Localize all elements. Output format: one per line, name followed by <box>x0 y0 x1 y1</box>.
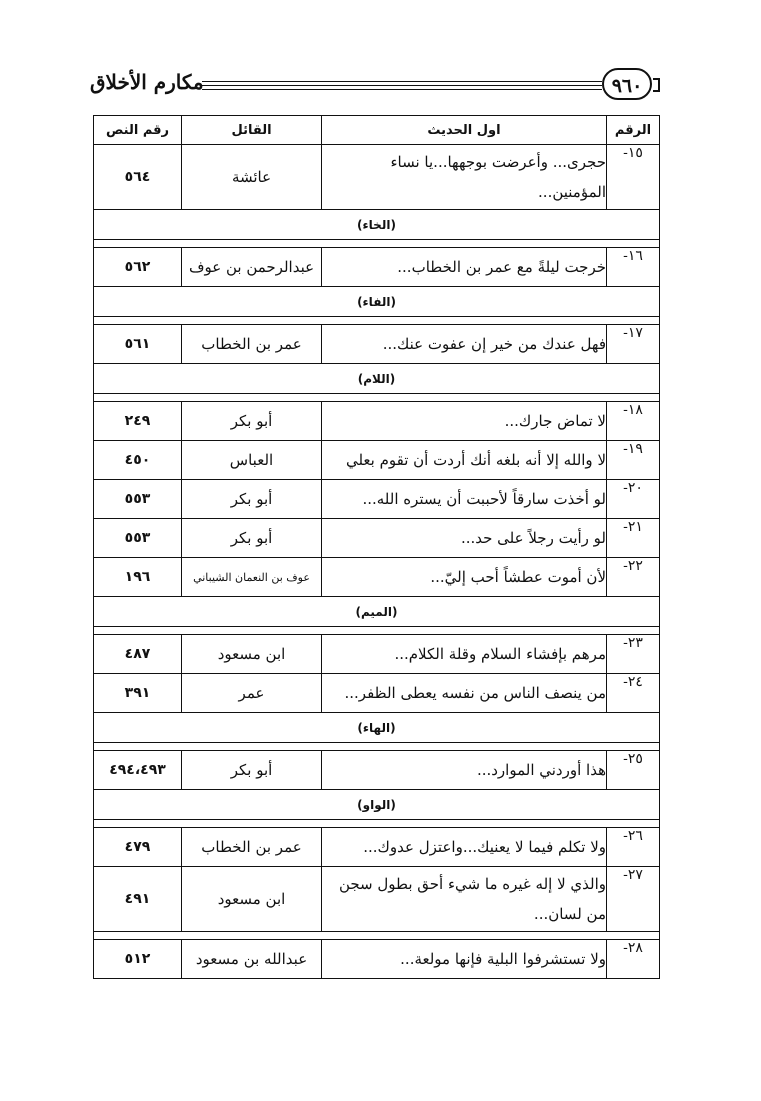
speaker: عبدالرحمن بن عوف <box>182 248 322 287</box>
header-rule <box>202 81 602 91</box>
table-row <box>94 828 660 867</box>
section-row <box>94 210 660 240</box>
entry-number: ٢٣- <box>607 635 660 674</box>
section-row <box>94 364 660 394</box>
entry-number: ١٦- <box>607 248 660 287</box>
text-number: ٤٧٩ <box>94 828 182 867</box>
table-row <box>94 674 660 713</box>
entry-number: ٢١- <box>607 519 660 558</box>
speaker: ابن مسعود <box>182 635 322 674</box>
hadith-opening: حجرى... وأعرضت بوجهها...يا نساء المؤمنين... <box>322 145 607 210</box>
text-number: ٤٨٧ <box>94 635 182 674</box>
text-number: ٥٦٤ <box>94 145 182 210</box>
hadith-opening: والذي لا إله غيره ما شيء أحق بطول سجن من لسان... <box>322 867 607 932</box>
table-row <box>94 940 660 979</box>
text-number: ٥١٢ <box>94 940 182 979</box>
section-heading: (الخاء) <box>94 210 660 240</box>
speaker: عائشة <box>182 145 322 210</box>
hadith-opening: من ينصف الناس من نفسه يعطى الظفر... <box>322 674 607 713</box>
page-header <box>90 68 662 108</box>
section-row <box>94 790 660 820</box>
column-header-hadith: اول الحديث <box>322 116 607 145</box>
section-row <box>94 597 660 627</box>
table-row <box>94 635 660 674</box>
text-number: ٤٩١ <box>94 867 182 932</box>
text-number: ١٩٦ <box>94 558 182 597</box>
hadith-opening: ولا تكلم فيما لا يعنيك...واعتزل عدوك... <box>322 828 607 867</box>
entry-number: ٢٥- <box>607 751 660 790</box>
hadith-opening: فهل عندك من خير إن عفوت عنك... <box>322 325 607 364</box>
column-header-text-no: رقم النص <box>94 116 182 145</box>
table-row <box>94 480 660 519</box>
text-number: ٥٥٣ <box>94 480 182 519</box>
entry-number: ٢٦- <box>607 828 660 867</box>
text-number: ٥٦١ <box>94 325 182 364</box>
table-row <box>94 867 660 932</box>
section-heading: (اللام) <box>94 364 660 394</box>
text-number: ٥٥٣ <box>94 519 182 558</box>
entry-number: ١٧- <box>607 325 660 364</box>
speaker: عمر بن الخطاب <box>182 325 322 364</box>
speaker: أبو بكر <box>182 751 322 790</box>
speaker: عمر <box>182 674 322 713</box>
hadith-opening: لا تماض جارك... <box>322 402 607 441</box>
table-row <box>94 558 660 597</box>
hadith-opening: خرجت ليلةً مع عمر بن الخطاب... <box>322 248 607 287</box>
entry-number: ١٨- <box>607 402 660 441</box>
page-number: ٩٦٠ <box>602 68 652 100</box>
hadith-opening: ولا تستشرفوا البلية فإنها مولعة... <box>322 940 607 979</box>
entry-number: ١٥- <box>607 145 660 210</box>
text-number: ٣٩١ <box>94 674 182 713</box>
column-header-number: الرقم <box>607 116 660 145</box>
column-header-speaker: القائل <box>182 116 322 145</box>
table-header-row <box>94 116 660 145</box>
section-heading: (الفاء) <box>94 287 660 317</box>
header-bracket <box>653 78 660 92</box>
table-row <box>94 751 660 790</box>
speaker: عمر بن الخطاب <box>182 828 322 867</box>
speaker: أبو بكر <box>182 519 322 558</box>
entry-number: ٢٤- <box>607 674 660 713</box>
section-row <box>94 287 660 317</box>
table-row <box>94 402 660 441</box>
text-number: ٥٦٢ <box>94 248 182 287</box>
hadith-opening: لأن أموت عطشاً أحب إليّ... <box>322 558 607 597</box>
entry-number: ٢٠- <box>607 480 660 519</box>
hadith-index-table <box>93 115 660 979</box>
text-number: ٤٩٤،٤٩٣ <box>94 751 182 790</box>
entry-number: ٢٨- <box>607 940 660 979</box>
table-row <box>94 145 660 210</box>
speaker: العباس <box>182 441 322 480</box>
section-heading: (الواو) <box>94 790 660 820</box>
entry-number: ٢٧- <box>607 867 660 932</box>
table-row <box>94 248 660 287</box>
text-number: ٤٥٠ <box>94 441 182 480</box>
section-heading: (الهاء) <box>94 713 660 743</box>
table-row <box>94 325 660 364</box>
speaker: عوف بن النعمان الشيباني <box>182 558 322 597</box>
table-row <box>94 519 660 558</box>
text-number: ٢٤٩ <box>94 402 182 441</box>
speaker: أبو بكر <box>182 480 322 519</box>
hadith-opening: لو رأيت رجلاً على حد... <box>322 519 607 558</box>
section-heading: (الميم) <box>94 597 660 627</box>
hadith-opening: لو أخذت سارقاً لأحببت أن يستره الله... <box>322 480 607 519</box>
entry-number: ٢٢- <box>607 558 660 597</box>
hadith-opening: لا والله إلا أنه بلغه أنك أردت أن تقوم بعلي <box>322 441 607 480</box>
speaker: أبو بكر <box>182 402 322 441</box>
entry-number: ١٩- <box>607 441 660 480</box>
hadith-opening: مرهم بإفشاء السلام وقلة الكلام... <box>322 635 607 674</box>
hadith-opening: هذا أوردني الموارد... <box>322 751 607 790</box>
section-row <box>94 713 660 743</box>
table-row <box>94 441 660 480</box>
speaker: عبدالله بن مسعود <box>182 940 322 979</box>
book-title: مكارم الأخلاق <box>90 70 204 94</box>
speaker: ابن مسعود <box>182 867 322 932</box>
